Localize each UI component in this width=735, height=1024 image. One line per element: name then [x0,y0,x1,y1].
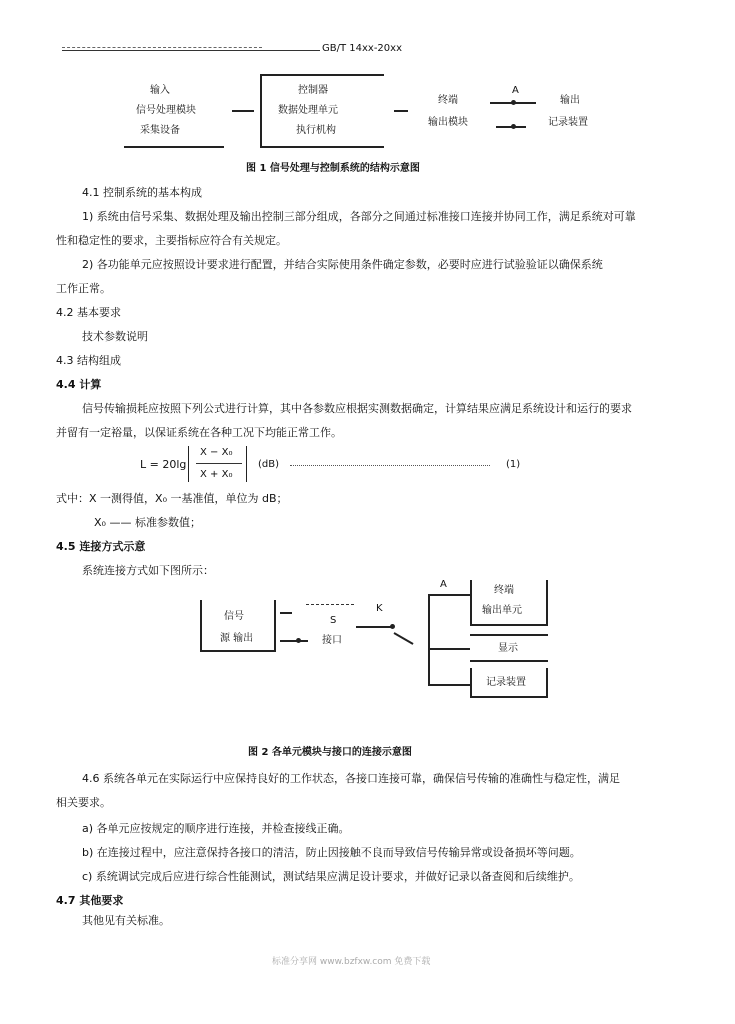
fig2-branch-1 [428,594,470,596]
section-heading-4-4: 4.4 计算 [56,378,102,391]
final-para-line-1: 4.6 系统各单元在实际运行中应保持良好的工作状态，各接口连接可靠，确保信号传输的准确性与稳定性，满足 [82,772,620,785]
formula-denominator: X + X₀ [200,469,233,480]
fig2-branch-3 [428,684,470,686]
fig2-branch-vertical [428,594,430,686]
formula-bar-left [188,446,189,482]
fig2-link-bot [280,640,308,642]
calc-paragraph-line-2: 并留有一定裕量，以保证系统在各种工况下均能正常工作。 [56,426,342,439]
fig2-mid-bot: 接口 [322,635,342,646]
section-heading-4-2: 4.2 基本要求 [56,306,121,319]
fig1-right-mid: 输出模块 [428,117,468,128]
fig1-center-box-bottom [260,146,384,148]
paragraph-1-line-1: 1) 系统由信号采集、数据处理及输出控制三部分组成，各部分之间通过标准接口连接并协同工作，满足系统对可靠 [82,210,636,223]
fig1-left-underline [124,146,224,148]
formula-number: (1) [506,459,521,470]
paragraph-1-line-2: 性和稳定性的要求，主要指标应符合有关规定。 [56,234,287,247]
fig2-right-box-1-line1: 终端 [494,585,514,596]
list-item-c: c) 系统调试完成后应进行综合性能测试，测试结果应满足设计要求，并做好记录以备查阅和后续维护。 [82,870,580,883]
header-rule-left [62,50,320,51]
calc-paragraph-line-1: 信号传输损耗应按照下列公式进行计算，其中各参数应根据实测数据确定，计算结果应满足系统设计和运行的要求 [82,402,632,415]
fig2-right-box-1-line2: 输出单元 [482,605,522,616]
section-heading-4-1: 4.1 控制系统的基本构成 [82,186,202,199]
fig2-branch-top: A [440,579,447,590]
formula-tail: (dB) [258,459,280,470]
fig1-switch-dot-bot [511,124,516,129]
paragraph-2-line-2: 工作正常。 [56,282,111,295]
fig1-center-line1: 控制器 [298,85,328,96]
fig1-tail-top: A [512,85,519,96]
footer-watermark: 标准分享网 www.bzfxw.com 免费下载 [272,957,431,967]
header-rule-dots [62,47,262,49]
fig2-caption: 图 2 各单元模块与接口的连接示意图 [248,747,412,758]
fig2-switch-arm [394,632,414,645]
paragraph-2-line-1: 2) 各功能单元应按照设计要求进行配置，并结合实际使用条件确定参数，必要时应进行试验验证以确保系统 [82,258,603,271]
fig2-main-line [356,626,392,628]
fig1-left-line1: 输入 [150,85,170,96]
fig1-center-line3: 执行机构 [296,125,336,136]
fig1-caption: 图 1 信号处理与控制系统的结构示意图 [246,163,420,174]
list-item-b: b) 在连接过程中，应注意保持各接口的清洁，防止因接触不良而导致信号传输异常或设备损坏等问题。 [82,846,581,859]
formula-leader [290,465,490,467]
section-heading-4-7: 4.7 其他要求 [56,894,124,907]
fig1-right-top: 终端 [438,95,458,106]
final-para-line-2: 相关要求。 [56,796,111,809]
fig1-tail-bot: 记录装置 [548,117,588,128]
fig2-link-dot [296,638,301,643]
section-4-5-text: 系统连接方式如下图所示： [82,564,214,577]
fig1-arrow-1 [232,110,254,112]
fig2-left-box-line2: 源 输出 [220,633,254,644]
section-4-7-text: 其他见有关标准。 [82,914,170,927]
fig1-arrow-2 [394,110,408,112]
fig1-center-line2: 数据处理单元 [278,105,338,116]
fig2-mid-top: S [330,615,337,626]
formula-fraction-line [196,463,242,464]
formula-bar-right [246,446,247,482]
fig2-dash-top [306,604,354,606]
list-item-a: a) 各单元应按规定的顺序进行连接，并检查接线正确。 [82,822,350,835]
fig2-switch-dot [390,624,395,629]
formula-lhs: L = 20lg [140,458,187,471]
fig1-tail-mid: 输出 [560,95,580,106]
fig2-branch-2 [428,648,470,650]
section-heading-4-3: 4.3 结构组成 [56,354,121,367]
formula-numerator: X − X₀ [200,447,233,458]
fig1-switch-dot-top [511,100,516,105]
fig2-right-box-3-label: 记录装置 [486,677,526,688]
formula-explanation-2: X₀ —— 标准参数值； [94,516,201,529]
fig2-right-box-2-top [470,634,548,636]
fig2-right-box-2: 显示 [498,643,518,654]
fig2-node-label: K [376,603,383,614]
fig1-left-line2: 信号处理模块 [136,105,196,116]
formula-explanation-1: 式中：X 一测得值，X₀ 一基准值，单位为 dB； [56,492,288,505]
header-text: GB/T 14xx-20xx [322,43,402,54]
fig1-left-line3: 采集设备 [140,125,180,136]
section-sub-4-2: 技术参数说明 [82,330,148,343]
fig2-left-box-line1: 信号 [224,611,244,622]
section-heading-4-5: 4.5 连接方式示意 [56,540,146,553]
fig2-link-top [280,612,292,614]
fig2-right-box-2-bottom [470,660,548,662]
